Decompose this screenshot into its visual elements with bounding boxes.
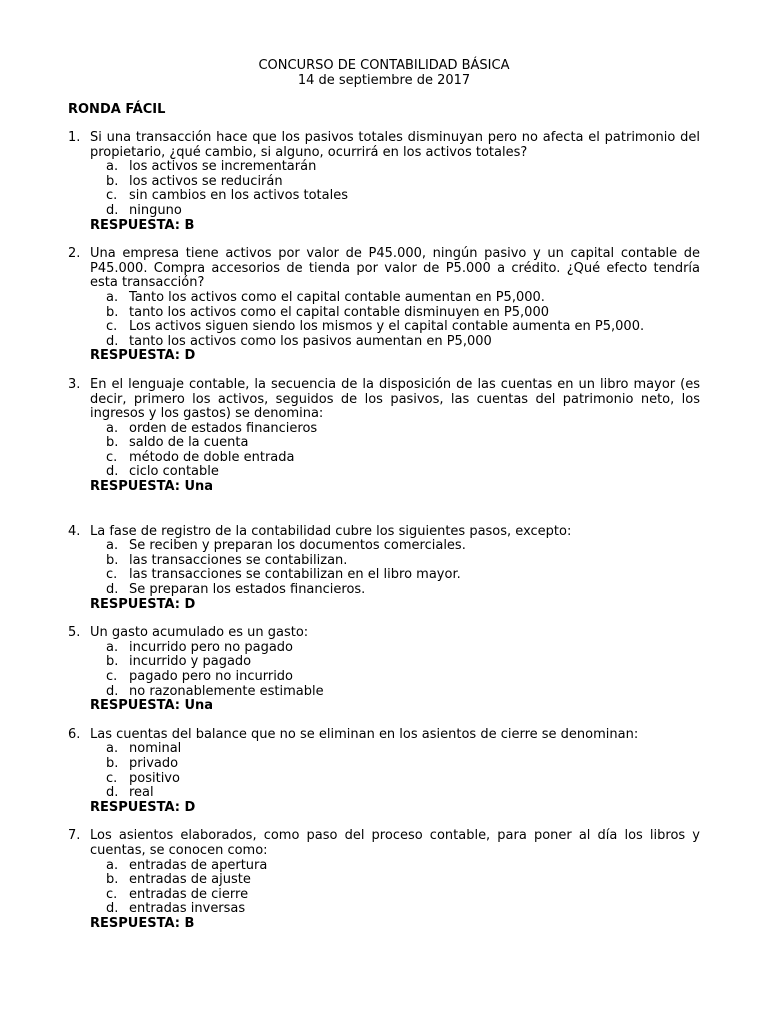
option-item [106,772,700,787]
option-item [106,451,700,466]
question-body [90,131,700,233]
option-text: Se preparan los estados financieros. [129,582,366,598]
round-title: RONDA FÁCIL [68,102,166,117]
option-item [106,539,700,554]
option-letter: b. [106,435,119,451]
answer-label: RESPUESTA: B [90,217,195,233]
option-text: incurrido y pagado [129,654,252,670]
option-letter: c. [106,449,118,465]
question-number: 5. [68,625,81,641]
question-number: 3. [68,376,81,392]
question-list [68,131,700,932]
option-item [106,902,700,917]
option-list [90,160,700,218]
option-item [106,422,700,437]
option-text: los activos se reducirán [129,173,283,189]
option-text: método de doble entrada [129,449,295,465]
option-item [106,873,700,888]
option-letter: c. [106,669,118,684]
option-item [106,670,700,685]
option-list [90,422,700,480]
answer-label: RESPUESTA: B [90,915,195,931]
option-item [106,888,700,903]
option-item [106,742,700,757]
option-letter: c. [106,770,118,786]
option-text: Tanto los activos como el capital contable aumentan en P5,000. [129,289,545,305]
question-number: 2. [68,246,81,262]
document-header [68,58,700,88]
option-text: las transacciones se contabilizan en el libro mayor. [129,567,461,583]
option-letter: d. [106,582,119,598]
option-letter: b. [106,173,119,189]
option-list [90,291,700,349]
question-text: Si una transacción hace que los pasivos totales disminuyan pero no afecta el patrimonio del propietario, ¿qué cambio, si alguno, ocurrirá en los activos totales? [90,130,700,160]
option-text: orden de estados financieros [129,420,318,436]
answer-label: RESPUESTA: D [90,348,196,364]
option-letter: d. [106,464,119,480]
option-list [90,539,700,597]
question-text: Un gasto acumulado es un gasto: [90,625,309,641]
question-text: La fase de registro de la contabilidad cubre los siguientes pasos, excepto: [90,523,572,539]
option-text: ninguno [129,202,182,218]
option-item [106,655,700,670]
option-letter: a. [106,639,119,655]
option-letter: b. [106,872,119,888]
question-number: 7. [68,828,81,844]
option-item [106,335,700,350]
question-body [90,728,700,816]
option-letter: a. [106,159,119,175]
question-item [68,247,700,364]
question-body [90,525,700,613]
answer-label: RESPUESTA: D [90,596,196,612]
document-date: 14 de septiembre de 2017 [297,73,471,88]
option-text: ciclo contable [129,464,219,480]
option-item [106,160,700,175]
option-text: real [129,785,154,801]
option-letter: d. [106,333,119,349]
option-item [106,685,700,700]
option-item [106,859,700,874]
option-letter: c. [106,188,118,204]
option-text: nominal [129,741,182,757]
question-item [68,131,700,233]
option-letter: d. [106,202,119,218]
option-item [106,641,700,656]
option-text: sin cambios en los activos totales [129,188,348,204]
option-letter: a. [106,289,119,305]
answer-label: RESPUESTA: Una [90,698,214,714]
option-list [90,742,700,800]
question-body [90,829,700,931]
option-item [106,320,700,335]
option-letter: d. [106,901,119,917]
option-item [106,175,700,190]
question-text: Los asientos elaborados, como paso del proceso contable, para poner al día los libros y cuentas, se conocen como: [90,828,700,858]
option-item [106,204,700,219]
question-body [90,378,700,495]
option-item [106,554,700,569]
option-item [106,757,700,772]
question-item [68,525,700,613]
option-text: privado [129,755,179,771]
question-text: Las cuentas del balance que no se eliminan en los asientos de cierre se denominan: [90,726,639,742]
question-body [90,626,700,714]
question-number: 1. [68,130,81,145]
option-text: tanto los activos como el capital contable disminuyen en P5,000 [129,304,549,320]
option-letter: d. [106,785,119,801]
option-item [106,568,700,583]
question-item [68,728,700,816]
option-letter: a. [106,538,119,554]
option-text: positivo [129,770,180,786]
option-item [106,465,700,480]
option-letter: b. [106,755,119,771]
option-item [106,306,700,321]
option-text: pagado pero no incurrido [129,669,294,684]
option-letter: c. [106,319,118,335]
option-list [90,641,700,699]
answer-label: RESPUESTA: Una [90,479,214,495]
question-item [68,378,700,495]
question-item [68,829,700,931]
option-item [106,583,700,598]
answer-label: RESPUESTA: D [90,799,196,815]
question-number: 6. [68,726,81,742]
option-letter: b. [106,654,119,670]
option-list [90,859,700,917]
option-letter: a. [106,857,119,873]
option-item [106,291,700,306]
option-text: saldo de la cuenta [129,435,249,451]
question-body [90,247,700,364]
option-item [106,436,700,451]
question-text: Una empresa tiene activos por valor de P45.000, ningún pasivo y un capital contable de P45.000. Compra accesorios de tienda por valor de P5.000 a crédito. ¿Qué efecto tendría esta transacción? [90,246,700,291]
option-letter: c. [106,886,118,902]
option-item [106,189,700,204]
document-title: CONCURSO DE CONTABILIDAD BÁSICA [258,58,510,73]
document-page [68,58,700,932]
option-letter: a. [106,420,119,436]
question-text: En el lenguaje contable, la secuencia de la disposición de las cuentas en un libro mayor (es decir, primero los activos, seguidos de los pasivos, las cuentas del patrimonio neto, los ingresos y los gastos) se denomina: [90,376,700,422]
option-text: las transacciones se contabilizan. [129,552,348,568]
option-letter: d. [106,683,119,699]
option-text: entradas de apertura [129,857,268,873]
question-number: 4. [68,523,81,539]
option-letter: a. [106,741,119,757]
option-text: los activos se incrementarán [129,159,317,175]
option-letter: b. [106,304,119,320]
option-letter: b. [106,552,119,568]
option-text: Los activos siguen siendo los mismos y el capital contable aumenta en P5,000. [129,319,645,335]
option-text: entradas de cierre [129,886,249,902]
option-text: entradas inversas [129,901,246,917]
question-item [68,626,700,714]
option-text: no razonablemente estimable [129,683,324,699]
option-text: Se reciben y preparan los documentos comerciales. [129,538,466,554]
option-letter: c. [106,567,118,583]
option-item [106,786,700,801]
option-text: entradas de ajuste [129,872,251,888]
option-text: tanto los activos como los pasivos aumentan en P5,000 [129,333,492,349]
option-text: incurrido pero no pagado [129,639,294,655]
